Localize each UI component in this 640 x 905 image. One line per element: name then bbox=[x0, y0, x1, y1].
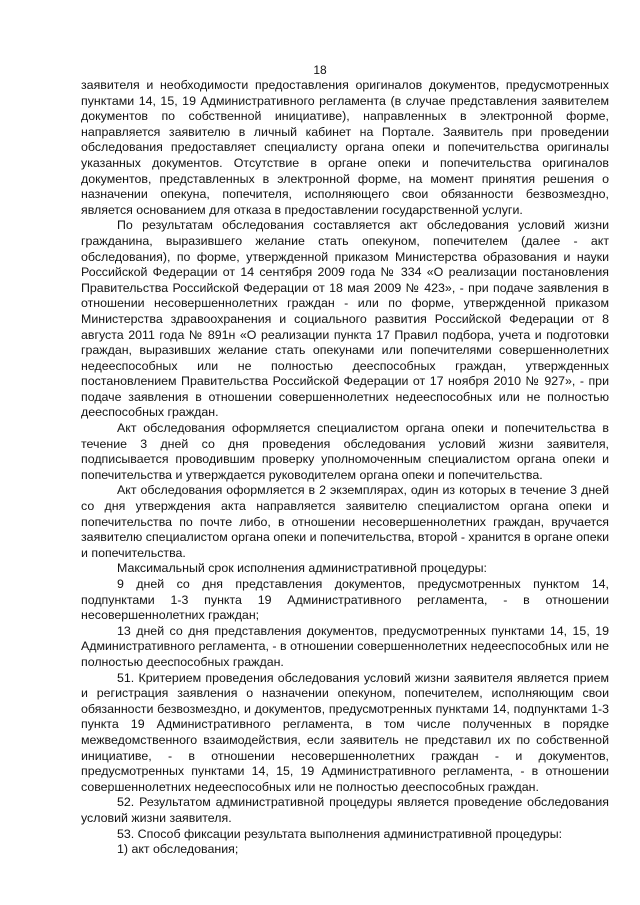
paragraph-52: 52. Результатом административной процедуры является проведение обследования условий жизни заявителя. bbox=[81, 795, 609, 825]
paragraph: заявителя и необходимости предоставления оригиналов документов, предусмотренных пунктами 14, 15, 19 Административного регламента (в случае представления заявителем документов по собственной инициативе), направленных в электронной форме, направляется заявителю в личный кабинет на Портале. Заявитель при проведении обследования предоставляет специалисту органа опеки и попечительства оригиналы указанных документов. Отсутствие в органе опеки и попечительства оригиналов документов, представленных в электронной форме, на момент принятия решения о назначении опекуна, попечителя, исполняющего свои обязанности безвозмездно, является основанием для отказа в предоставлении государственной услуги. bbox=[81, 78, 609, 217]
paragraph: 13 дней со дня представления документов, предусмотренных пунктами 14, 15, 19 Административного регламента, - в отношении совершеннолетних недееспособных или не полностью дееспособных граждан. bbox=[81, 623, 609, 669]
page-number: 18 bbox=[313, 63, 327, 77]
document-body bbox=[81, 78, 609, 858]
list-item: 1) акт обследования; bbox=[117, 842, 239, 857]
paragraph: Максимальный срок исполнения административной процедуры: bbox=[117, 561, 487, 576]
paragraph-51: 51. Критерием проведения обследования условий жизни заявителя является прием и регистрация заявления о назначении опекуном, попечителем, исполняющим свои обязанности безвозмездно, и документов, предусмотренных пунктами 14, подпунктами 1-3 пункта 19 Административного регламента, в том числе полученных в порядке межведомственного взаимодействия, если заявитель не представил их по собственной инициативе, - в отношении несовершеннолетних граждан - и документов, предусмотренных пунктами 14, 15, 19 Административного регламента, - в отношении совершеннолетних недееспособных или не полностью дееспособных граждан. bbox=[81, 670, 609, 794]
paragraph: Акт обследования оформляется в 2 экземплярах, один из которых в течение 3 дней со дня утверждения акта направляется заявителю специалистом органа опеки и попечительства по почте либо, в отношении несовершеннолетних граждан, вручается заявителю специалистом органа опеки и попечительства, второй - хранится в органе опеки и попечительства. bbox=[81, 483, 609, 560]
paragraph-53: 53. Способ фиксации результата выполнения административной процедуры: bbox=[117, 826, 563, 841]
paragraph: По результатам обследования составляется акт обследования условий жизни гражданина, выразившего желание стать опекуном, попечителем (далее - акт обследования), по форме, утвержденной приказом Министерства образования и науки Российской Федерации от 14 сентября 2009 года № 334 «О реализации постановления Правительства Российской Федерации от 18 мая 2009 № 423», - при подаче заявления в отношении несовершеннолетних граждан - или по форме, утвержденной приказом Министерства здравоохранения и социального развития Российской Федерации от 8 августа 2011 года № 891н «О реализации пункта 17 Правил подбора, учета и подготовки граждан, выразивших желание стать опекунами или попечителями совершеннолетних недееспособных или не полностью дееспособных граждан, утвержденных постановлением Правительства Российской Федерации от 17 ноября 2010 № 927», - при подаче заявления в отношении совершеннолетних недееспособных или не полностью дееспособных граждан. bbox=[81, 218, 609, 420]
paragraph: 9 дней со дня представления документов, предусмотренных пунктом 14, подпунктами 1-3 пункта 19 Административного регламента, - в отношении несовершеннолетних граждан; bbox=[81, 577, 609, 623]
paragraph: Акт обследования оформляется специалистом органа опеки и попечительства в течение 3 дней со дня проведения обследования условий жизни заявителя, подписывается проводившим проверку уполномоченным специалистом органа опеки и попечительства и утверждается руководителем органа опеки и попечительства. bbox=[81, 421, 609, 482]
